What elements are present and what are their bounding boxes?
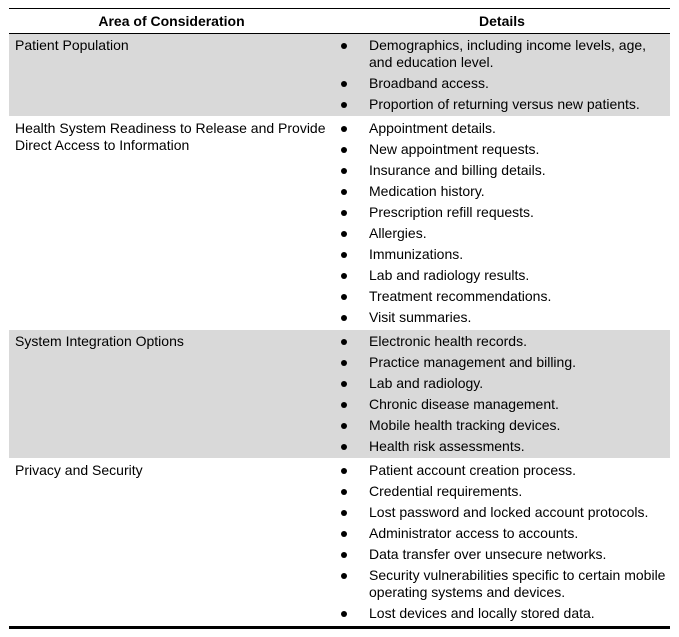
detail-text: Visit summaries. [369,309,472,325]
list-item [329,525,670,542]
detail-text: Administrator access to accounts. [369,525,579,541]
table-row-privacy-and-security [9,459,670,626]
detail-text: Medication history. [369,183,485,199]
list-item [329,396,670,413]
bullet-icon [341,381,347,387]
detail-text: Proportion of returning versus new patients. [369,96,640,112]
bullet-icon [341,468,347,474]
detail-text: Electronic health records. [369,333,527,349]
detail-text: Mobile health tracking devices. [369,417,561,433]
area-cell: Health System Readiness to Release and Provide Direct Access to Information [15,120,326,153]
bullet-icon [341,444,347,450]
details-list [329,459,670,625]
detail-text: Treatment recommendations. [369,288,552,304]
detail-text: Immunizations. [369,246,464,262]
table-row-system-integration-options [9,330,670,459]
bullet-icon [341,126,347,132]
list-item [329,225,670,242]
details-list [329,34,670,116]
bullet-icon [341,231,347,237]
header-area-of-consideration: Area of Consideration [98,13,245,29]
area-cell: System Integration Options [15,333,184,349]
list-item [329,605,670,622]
bullet-icon [341,43,347,49]
detail-text: Allergies. [369,225,427,241]
bullet-icon [341,294,347,300]
list-item [329,162,670,179]
consideration-table [9,8,670,629]
detail-text: Health risk assessments. [369,438,525,454]
list-item [329,417,670,434]
list-item [329,354,670,371]
details-list [329,330,670,458]
bullet-icon [341,360,347,366]
table-bottom-rule [9,626,670,629]
list-item [329,183,670,200]
list-item [329,267,670,284]
bullet-icon [341,611,347,617]
bullet-icon [341,423,347,429]
bullet-icon [341,102,347,108]
list-item [329,483,670,500]
details-list [329,117,670,329]
detail-text: Broadband access. [369,75,489,91]
table-header [9,9,670,34]
detail-text: Lost password and locked account protocols. [369,504,649,520]
bullet-icon [341,489,347,495]
list-item [329,120,670,137]
bullet-icon [341,339,347,345]
list-item [329,246,670,263]
detail-text: Lost devices and locally stored data. [369,605,595,621]
bullet-icon [341,168,347,174]
list-item [329,504,670,521]
detail-text: Prescription refill requests. [369,204,534,220]
detail-text: Security vulnerabilities specific to certain mobile operating systems and devices. [369,567,666,600]
table-row-patient-population [9,34,670,117]
bullet-icon [341,210,347,216]
bullet-icon [341,252,347,258]
detail-text: New appointment requests. [369,141,540,157]
bullet-icon [341,315,347,321]
header-details: Details [479,13,525,29]
list-item [329,567,670,601]
bullet-icon [341,273,347,279]
list-item [329,375,670,392]
bullet-icon [341,552,347,558]
bullet-icon [341,189,347,195]
list-item [329,438,670,455]
bullet-icon [341,510,347,516]
detail-text: Insurance and billing details. [369,162,546,178]
list-item [329,309,670,326]
list-item [329,141,670,158]
bullet-icon [341,531,347,537]
list-item [329,546,670,563]
bullet-icon [341,402,347,408]
list-item [329,333,670,350]
detail-text: Credential requirements. [369,483,523,499]
list-item [329,204,670,221]
bullet-icon [341,573,347,579]
table-row-health-system-readiness [9,117,670,330]
detail-text: Lab and radiology results. [369,267,530,283]
detail-text: Appointment details. [369,120,496,136]
list-item [329,75,670,92]
detail-text: Data transfer over unsecure networks. [369,546,607,562]
detail-text: Demographics, including income levels, age, and education level. [369,37,647,70]
detail-text: Patient account creation process. [369,462,577,478]
detail-text: Chronic disease management. [369,396,559,412]
area-cell: Privacy and Security [15,462,143,478]
detail-text: Lab and radiology. [369,375,484,391]
detail-text: Practice management and billing. [369,354,577,370]
area-cell: Patient Population [15,37,129,53]
bullet-icon [341,147,347,153]
list-item [329,288,670,305]
list-item [329,96,670,113]
list-item [329,37,670,71]
list-item [329,462,670,479]
bullet-icon [341,81,347,87]
